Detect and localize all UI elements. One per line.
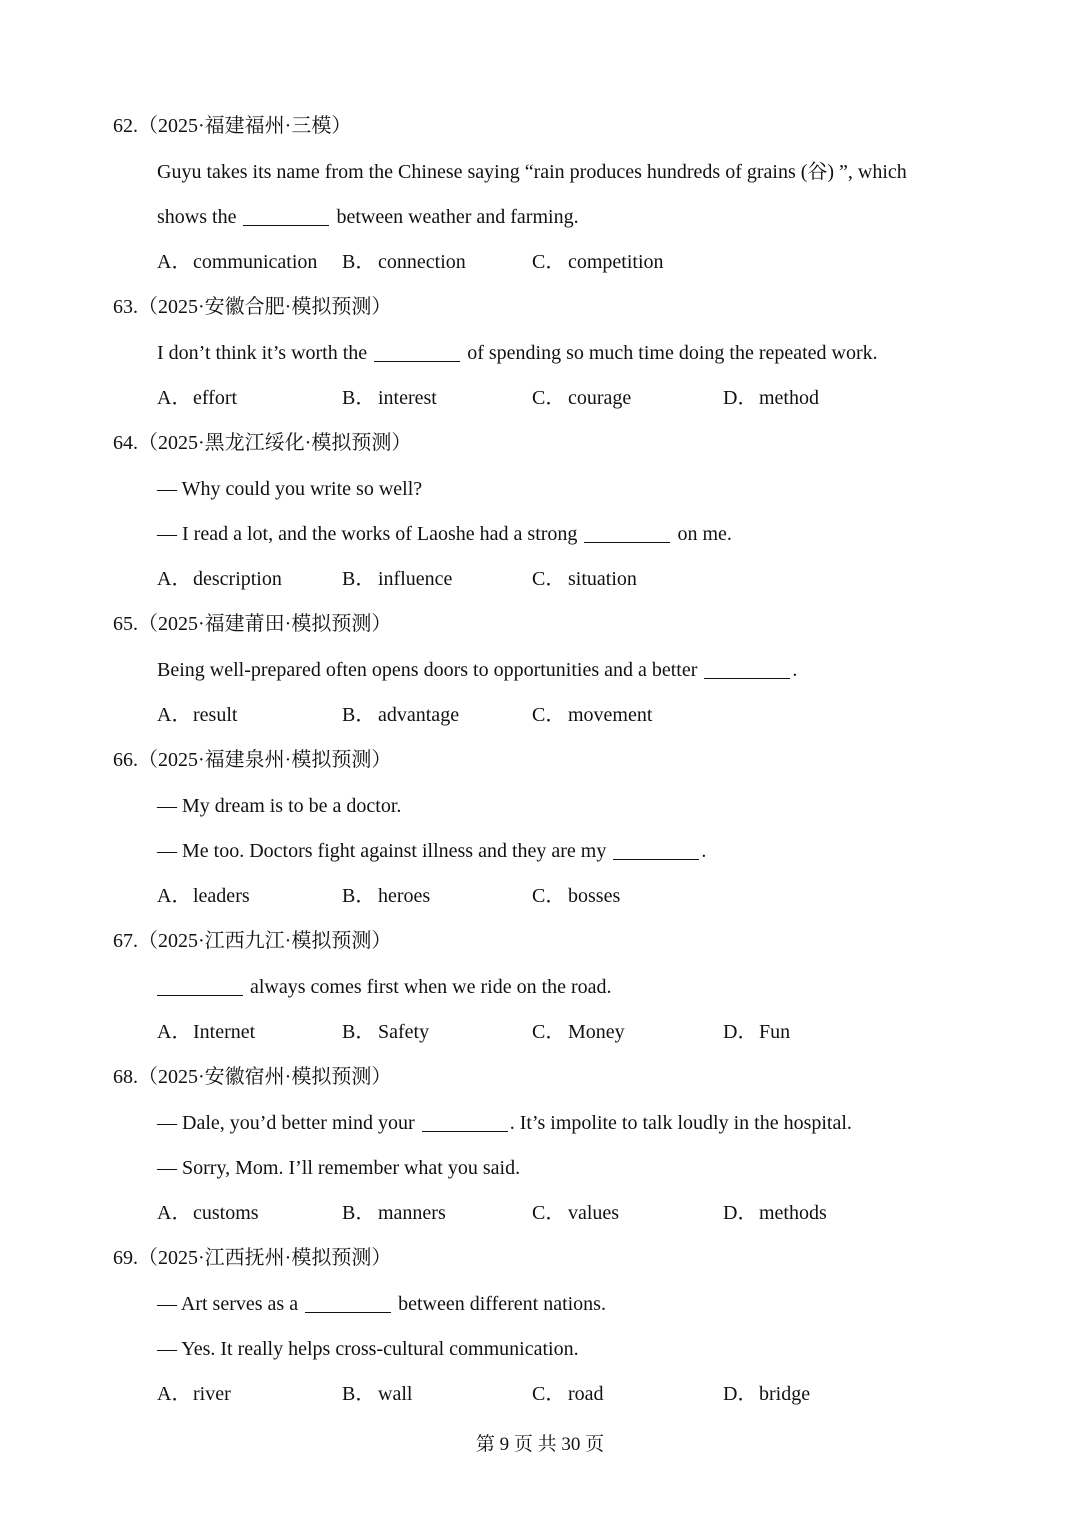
dialogue-line: — My dream is to be a doctor.: [157, 795, 402, 817]
option-c: C． competition: [532, 251, 664, 273]
question-stem: Guyu takes its name from the Chinese saying “rain produces hundreds of grains (谷) ”, which: [157, 161, 907, 183]
option-b: B． manners: [342, 1202, 446, 1224]
question-header: 65.（2025·福建莆田·模拟预测）: [113, 613, 392, 635]
option-b: B． advantage: [342, 704, 460, 726]
option-c: C． movement: [532, 704, 653, 726]
question-header: 62.（2025·福建福州·三模）: [113, 115, 352, 137]
answer-blank: [157, 977, 243, 996]
question-header: 66.（2025·福建泉州·模拟预测）: [113, 749, 392, 771]
answer-blank: [374, 343, 460, 362]
option-c: C． road: [532, 1383, 604, 1405]
option-a: A．communication: [157, 251, 318, 273]
answer-blank: [584, 524, 670, 543]
answer-blank: [704, 660, 790, 679]
option-a: A．description: [157, 568, 282, 590]
option-b: B． wall: [342, 1383, 413, 1405]
dialogue-line: — Yes. It really helps cross-cultural communication.: [157, 1338, 579, 1360]
option-a: A．effort: [157, 387, 238, 409]
option-b: B． heroes: [342, 885, 431, 907]
dialogue-line: — Sorry, Mom. I’ll remember what you said.: [157, 1157, 521, 1179]
option-b: B． interest: [342, 387, 437, 409]
option-a: A．result: [157, 704, 238, 726]
dialogue-line: — I read a lot, and the works of Laoshe had a strong on me.: [157, 523, 732, 545]
option-b: B． Safety: [342, 1021, 430, 1043]
question-header: 69.（2025·江西抚州·模拟预测）: [113, 1247, 392, 1269]
dialogue-line: — Dale, you’d better mind your . It’s impolite to talk loudly in the hospital.: [157, 1112, 852, 1134]
option-d: D．method: [723, 387, 819, 409]
option-c: C． situation: [532, 568, 637, 590]
question-stem: Being well-prepared often opens doors to opportunities and a better .: [157, 659, 798, 681]
option-d: D．bridge: [723, 1383, 811, 1405]
answer-blank: [422, 1113, 508, 1132]
question-header: 63.（2025·安徽合肥·模拟预测）: [113, 296, 392, 318]
option-b: B． influence: [342, 568, 453, 590]
question-header: 67.（2025·江西九江·模拟预测）: [113, 930, 392, 952]
option-c: C． values: [532, 1202, 620, 1224]
option-a: A．river: [157, 1383, 231, 1405]
dialogue-line: — Me too. Doctors fight against illness and they are my .: [157, 840, 707, 862]
answer-blank: [243, 207, 329, 226]
question-header: 68.（2025·安徽宿州·模拟预测）: [113, 1066, 392, 1088]
option-c: C． courage: [532, 387, 632, 409]
dialogue-line: — Why could you write so well?: [157, 478, 423, 500]
option-a: A．customs: [157, 1202, 259, 1224]
option-a: A．leaders: [157, 885, 250, 907]
dialogue-line: — Art serves as a between different nations.: [157, 1293, 606, 1315]
option-a: A．Internet: [157, 1021, 256, 1043]
answer-blank: [613, 841, 699, 860]
question-stem: always comes first when we ride on the road.: [157, 975, 612, 999]
option-d: D．methods: [723, 1202, 827, 1224]
question-stem: I don’t think it’s worth the of spending so much time doing the repeated work.: [157, 342, 878, 364]
option-c: C． bosses: [532, 885, 621, 907]
question-stem: shows the between weather and farming.: [157, 206, 579, 228]
option-b: B． connection: [342, 251, 466, 273]
question-header: 64.（2025·黑龙江绥化·模拟预测）: [113, 432, 412, 454]
option-d: D．Fun: [723, 1021, 791, 1043]
answer-blank: [305, 1294, 391, 1313]
page-footer: 第 9 页 共 30 页: [475, 1434, 605, 1455]
option-c: C． Money: [532, 1021, 625, 1043]
